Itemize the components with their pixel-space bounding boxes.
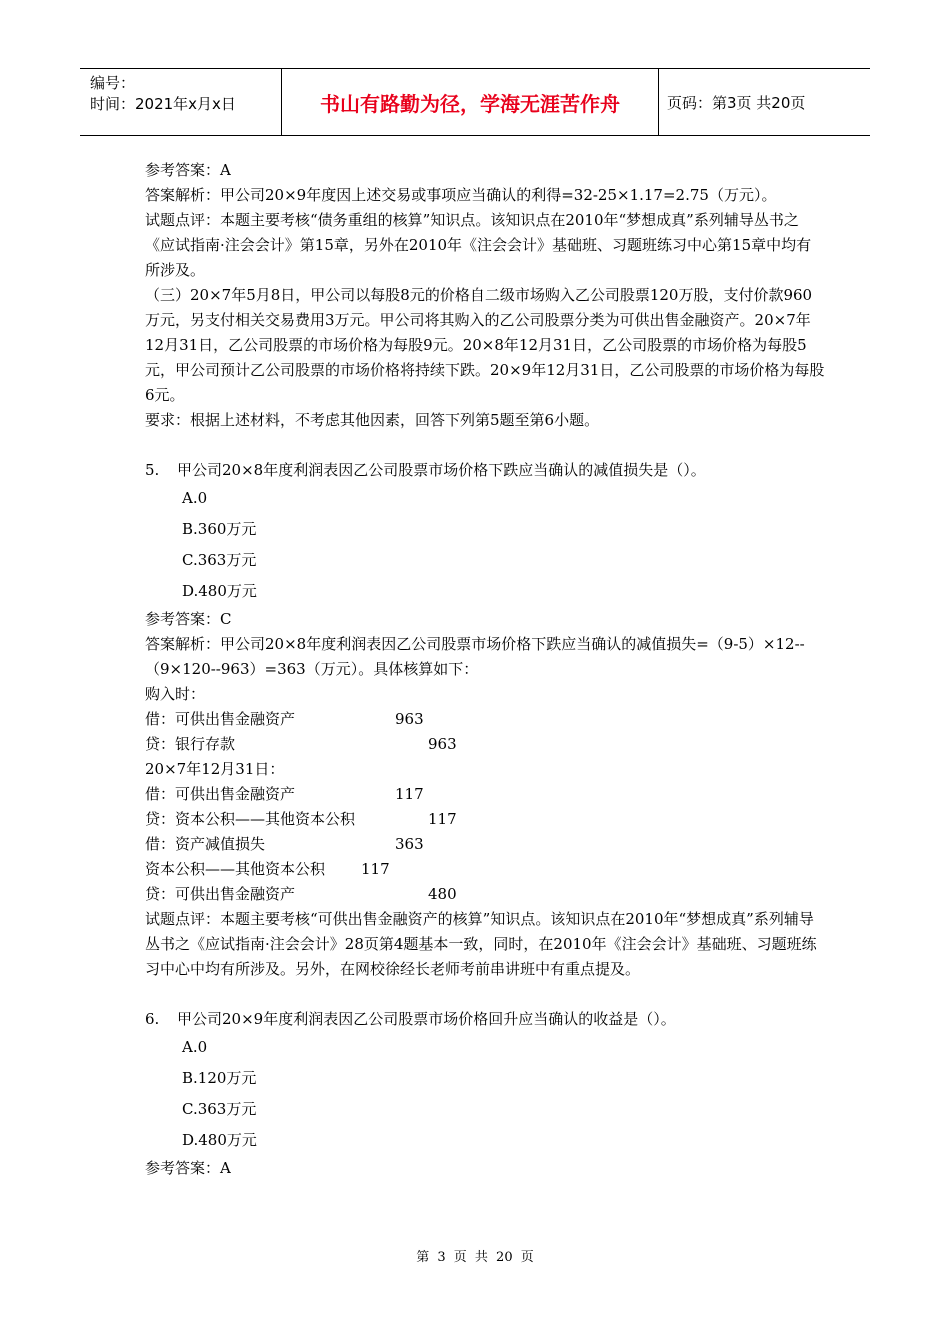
- q5-date-label: 20×7年12月31日：: [145, 760, 285, 778]
- question-number: 6.: [145, 1010, 160, 1028]
- journal-entry: [145, 807, 825, 832]
- entry-amount: 963: [428, 735, 457, 753]
- question-number: 5.: [145, 461, 160, 479]
- doc-number-label: 编号：: [90, 74, 136, 92]
- option-d: D.480万元: [182, 582, 257, 600]
- material-requirement: 要求：根据上述材料，不考虑其他因素，回答下列第5题至第6小题。: [145, 411, 600, 429]
- document-body: [145, 158, 825, 1181]
- page-header: [80, 68, 870, 136]
- entry-account: 贷：资本公积——其他资本公积: [145, 810, 356, 828]
- option-b: B.120万元: [182, 1069, 257, 1087]
- q5-purchase-label: 购入时：: [145, 685, 206, 703]
- entry-account: 借：可供出售金融资产: [145, 785, 296, 803]
- question-6: [145, 1007, 825, 1032]
- option-a: A.0: [182, 1038, 208, 1056]
- entry-account: 贷：可供出售金融资产: [145, 885, 296, 903]
- question-stem: 甲公司20×9年度利润表因乙公司股票市场价格回升应当确认的收益是（）。: [177, 1010, 676, 1028]
- q5-comment: 试题点评：本题主要考核“可供出售金融资产的核算”知识点。该知识点在2010年“梦想成真”系列辅导丛书之《应试指南·注会会计》28页第4题基本一致，同时，在2010年《注会会计》基础班、习题班练习中心中均有所涉及。另外，在网校徐经长老师考前串讲班中有重点提及。: [145, 910, 817, 978]
- entry-account: 借：可供出售金融资产: [145, 710, 296, 728]
- question-6-options: [145, 1032, 825, 1156]
- q5-answer: 参考答案：C: [145, 610, 232, 628]
- question-5-options: [145, 483, 825, 607]
- block1-answer: 参考答案：A: [145, 161, 231, 179]
- option-b: B.360万元: [182, 520, 257, 538]
- journal-entry: [145, 732, 825, 757]
- question-stem: 甲公司20×8年度利润表因乙公司股票市场价格下跌应当确认的减值损失是（）。: [177, 461, 706, 479]
- entry-account: 贷：银行存款: [145, 735, 236, 753]
- journal-entry: [145, 832, 825, 857]
- entry-amount: 117: [361, 860, 390, 878]
- header-page-info: 页码：第3页 共20页: [667, 93, 806, 112]
- journal-entry: [145, 782, 825, 807]
- entry-amount: 480: [428, 885, 457, 903]
- entry-amount: 117: [428, 810, 457, 828]
- journal-entry: [145, 707, 825, 732]
- entry-amount: 963: [395, 710, 424, 728]
- entry-amount: 363: [395, 835, 424, 853]
- doc-time-label: 时间：2021年x月x日: [90, 95, 236, 113]
- spacer: [145, 982, 825, 1007]
- header-meta: [80, 69, 282, 135]
- block1-analysis: 答案解析：甲公司20×9年度因上述交易或事项应当确认的利得=32-25×1.17=2.75（万元）。: [145, 186, 777, 204]
- option-d: D.480万元: [182, 1131, 257, 1149]
- entry-account: 资本公积——其他资本公积: [145, 860, 326, 878]
- spacer: [145, 433, 825, 458]
- header-motto: 书山有路勤为径，学海无涯苦作舟: [282, 69, 659, 135]
- journal-entry: [145, 882, 825, 907]
- journal-entry: [145, 857, 825, 882]
- q6-answer: 参考答案：A: [145, 1159, 231, 1177]
- option-c: C.363万元: [182, 551, 257, 569]
- option-c: C.363万元: [182, 1100, 257, 1118]
- entry-account: 借：资产减值损失: [145, 835, 266, 853]
- page-footer: 第 3 页 共 20 页: [416, 1250, 534, 1265]
- question-5: [145, 458, 825, 483]
- material-text: （三）20×7年5月8日，甲公司以每股8元的价格自二级市场购入乙公司股票120万股，支付价款960万元，另支付相关交易费用3万元。甲公司将其购入的乙公司股票分类为可供出售金融资产。20×7年12月31日，乙公司股票的市场价格为每股9元。20×8年12月31日，乙公司股票的市场价格为每股5元，甲公司预计乙公司股票的市场价格将持续下跌。20×9年12月31日，乙公司股票的市场价格为每股6元。: [145, 286, 825, 404]
- q5-analysis: 答案解析：甲公司20×8年度利润表因乙公司股票市场价格下跌应当确认的减值损失=（9-5）×12--（9×120--963）=363（万元）。具体核算如下：: [145, 635, 805, 678]
- block1-comment: 试题点评：本题主要考核“债务重组的核算”知识点。该知识点在2010年“梦想成真”系列辅导丛书之《应试指南·注会会计》第15章，另外在2010年《注会会计》基础班、习题班练习中心第15章中均有所涉及。: [145, 211, 812, 279]
- option-a: A.0: [182, 489, 208, 507]
- entry-amount: 117: [395, 785, 424, 803]
